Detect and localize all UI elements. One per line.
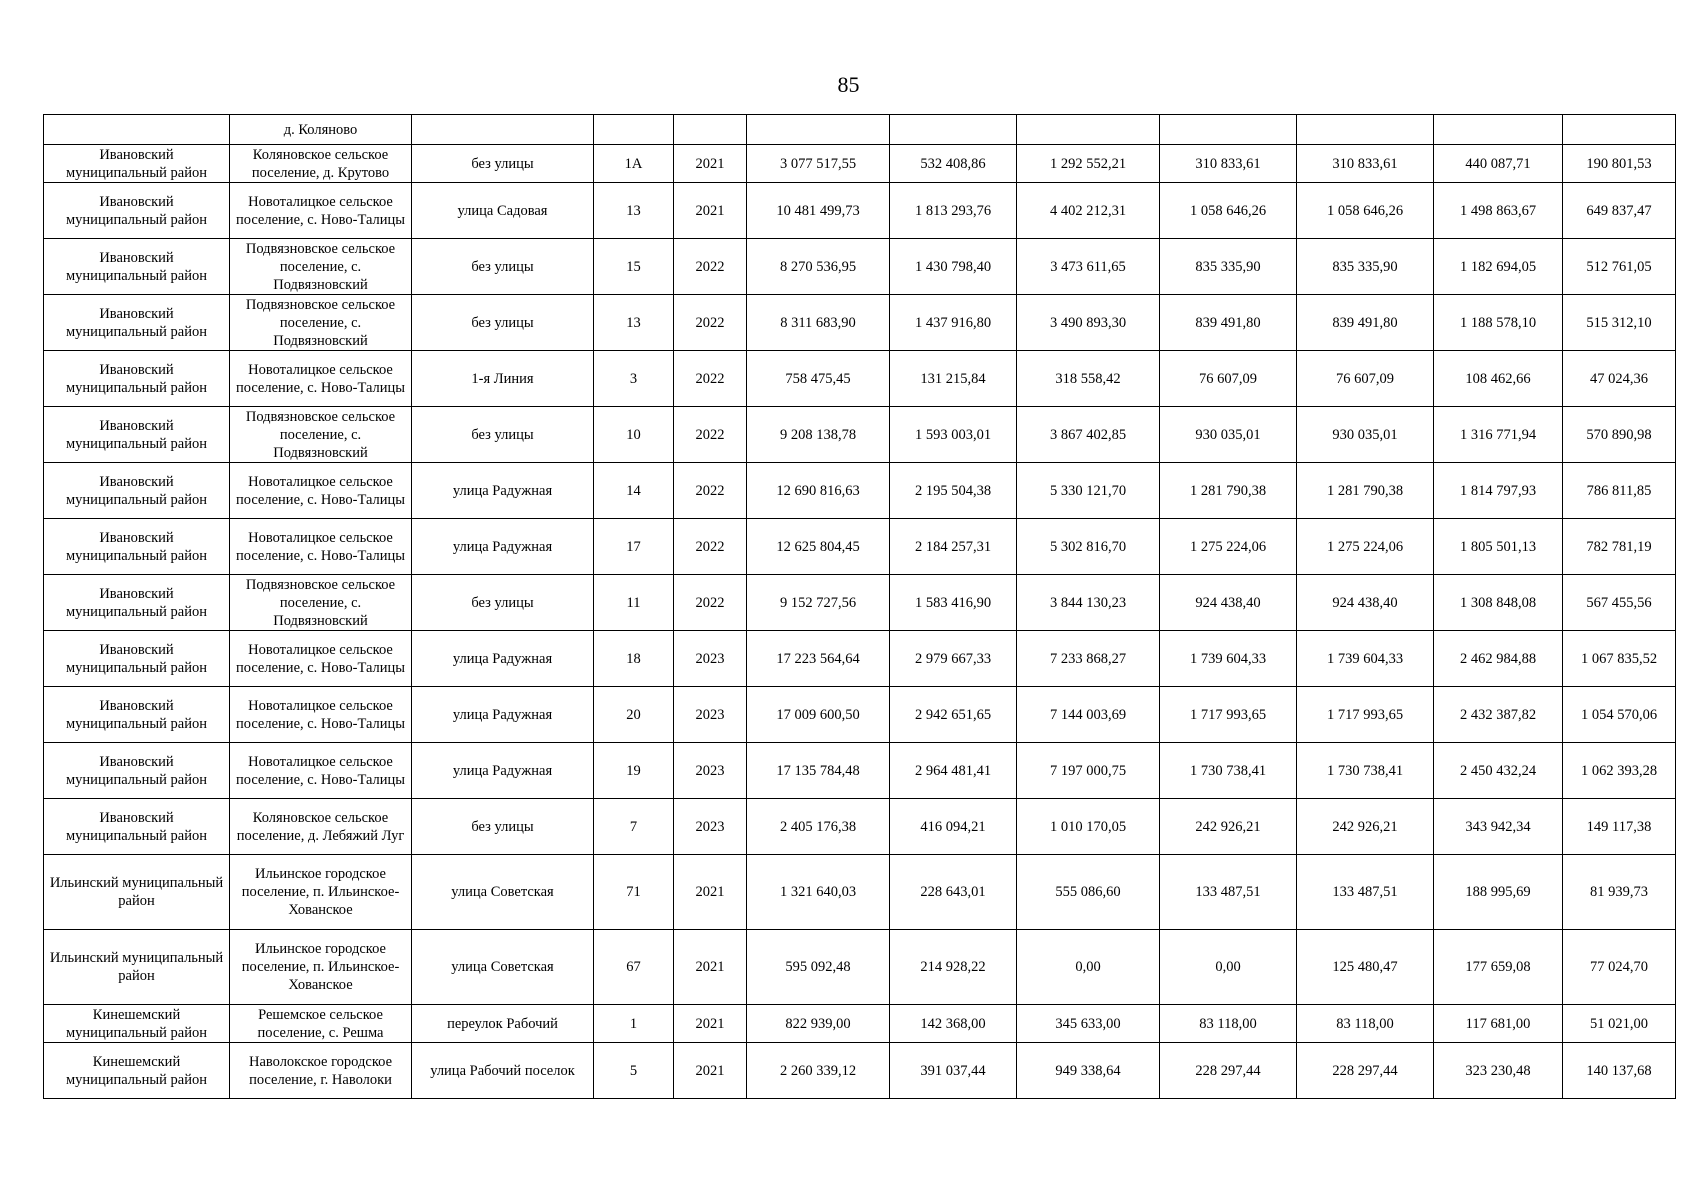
cell-value: 188 995,69: [1434, 855, 1563, 930]
cell-house: 13: [594, 295, 674, 351]
cell-value: 1 430 798,40: [890, 239, 1017, 295]
cell-value: 515 312,10: [1563, 295, 1676, 351]
cell-value: [1160, 115, 1297, 145]
cell-house: 1: [594, 1005, 674, 1043]
cell-year: 2023: [674, 799, 747, 855]
cell-year: 2022: [674, 575, 747, 631]
cell-value: [1017, 115, 1160, 145]
cell-value: 242 926,21: [1160, 799, 1297, 855]
cell-street: 1-я Линия: [412, 351, 594, 407]
cell-year: 2022: [674, 463, 747, 519]
cell-settlement: Подвязновское сельское поселение, с. Подвязновский: [230, 575, 412, 631]
cell-year: 2021: [674, 1005, 747, 1043]
cell-value: 1 275 224,06: [1160, 519, 1297, 575]
cell-value: 1 717 993,65: [1160, 687, 1297, 743]
table-row: [44, 407, 1676, 463]
cell-value: 3 867 402,85: [1017, 407, 1160, 463]
cell-value: 133 487,51: [1160, 855, 1297, 930]
cell-value: 1 308 848,08: [1434, 575, 1563, 631]
cell-value: 76 607,09: [1160, 351, 1297, 407]
cell-year: 2022: [674, 407, 747, 463]
cell-house: 17: [594, 519, 674, 575]
table-row: [44, 930, 1676, 1005]
cell-value: 2 450 432,24: [1434, 743, 1563, 799]
cell-value: 1 730 738,41: [1297, 743, 1434, 799]
cell-value: 839 491,80: [1160, 295, 1297, 351]
cell-house: 71: [594, 855, 674, 930]
cell-value: 1 813 293,76: [890, 183, 1017, 239]
cell-value: 924 438,40: [1160, 575, 1297, 631]
cell-value: 1 292 552,21: [1017, 145, 1160, 183]
cell-value: 2 405 176,38: [747, 799, 890, 855]
cell-value: 1 281 790,38: [1297, 463, 1434, 519]
cell-settlement: Новоталицкое сельское поселение, с. Ново-Талицы: [230, 351, 412, 407]
cell-value: 1 739 604,33: [1297, 631, 1434, 687]
cell-value: 318 558,42: [1017, 351, 1160, 407]
cell-district: Ивановский муниципальный район: [44, 687, 230, 743]
cell-value: 1 321 640,03: [747, 855, 890, 930]
cell-value: 343 942,34: [1434, 799, 1563, 855]
cell-value: 3 077 517,55: [747, 145, 890, 183]
cell-value: 512 761,05: [1563, 239, 1676, 295]
cell-value: 12 625 804,45: [747, 519, 890, 575]
cell-value: 822 939,00: [747, 1005, 890, 1043]
cell-value: 649 837,47: [1563, 183, 1676, 239]
cell-value: 1 275 224,06: [1297, 519, 1434, 575]
cell-year: [674, 115, 747, 145]
cell-street: улица Рабочий поселок: [412, 1043, 594, 1099]
cell-value: 2 432 387,82: [1434, 687, 1563, 743]
cell-street: улица Радужная: [412, 687, 594, 743]
cell-district: Ивановский муниципальный район: [44, 295, 230, 351]
cell-value: 1 062 393,28: [1563, 743, 1676, 799]
cell-value: 1 316 771,94: [1434, 407, 1563, 463]
cell-value: 1 593 003,01: [890, 407, 1017, 463]
cell-value: 949 338,64: [1017, 1043, 1160, 1099]
cell-street: без улицы: [412, 407, 594, 463]
cell-value: 76 607,09: [1297, 351, 1434, 407]
table-row: [44, 115, 1676, 145]
cell-value: 2 942 651,65: [890, 687, 1017, 743]
cell-value: 1 010 170,05: [1017, 799, 1160, 855]
cell-value: 228 297,44: [1297, 1043, 1434, 1099]
cell-value: 416 094,21: [890, 799, 1017, 855]
cell-value: 10 481 499,73: [747, 183, 890, 239]
cell-house: 14: [594, 463, 674, 519]
cell-year: 2021: [674, 1043, 747, 1099]
cell-value: 1 058 646,26: [1297, 183, 1434, 239]
cell-value: 117 681,00: [1434, 1005, 1563, 1043]
cell-value: 3 844 130,23: [1017, 575, 1160, 631]
cell-settlement: Новоталицкое сельское поселение, с. Ново-Талицы: [230, 183, 412, 239]
cell-settlement: Ильинское городское поселение, п. Ильинское-Хованское: [230, 855, 412, 930]
cell-value: 440 087,71: [1434, 145, 1563, 183]
cell-value: 345 633,00: [1017, 1005, 1160, 1043]
table-row: [44, 239, 1676, 295]
cell-value: 930 035,01: [1297, 407, 1434, 463]
housing-program-table: [43, 114, 1676, 1099]
cell-value: 1 437 916,80: [890, 295, 1017, 351]
cell-house: 7: [594, 799, 674, 855]
table-row: [44, 855, 1676, 930]
cell-house: 10: [594, 407, 674, 463]
cell-street: улица Радужная: [412, 631, 594, 687]
cell-value: 228 643,01: [890, 855, 1017, 930]
cell-value: 142 368,00: [890, 1005, 1017, 1043]
cell-settlement: Коляновское сельское поселение, д. Лебяжий Луг: [230, 799, 412, 855]
cell-value: 758 475,45: [747, 351, 890, 407]
cell-settlement: Решемское сельское поселение, с. Решма: [230, 1005, 412, 1043]
cell-value: [1297, 115, 1434, 145]
cell-street: без улицы: [412, 575, 594, 631]
cell-district: Ильинский муниципальный район: [44, 855, 230, 930]
cell-house: [594, 115, 674, 145]
cell-house: 1А: [594, 145, 674, 183]
cell-value: 835 335,90: [1297, 239, 1434, 295]
cell-street: переулок Рабочий: [412, 1005, 594, 1043]
cell-value: 310 833,61: [1297, 145, 1434, 183]
cell-street: улица Радужная: [412, 463, 594, 519]
cell-district: [44, 115, 230, 145]
cell-value: [747, 115, 890, 145]
cell-value: 532 408,86: [890, 145, 1017, 183]
cell-house: 11: [594, 575, 674, 631]
cell-district: Кинешемский муниципальный район: [44, 1005, 230, 1043]
cell-value: 47 024,36: [1563, 351, 1676, 407]
cell-settlement: Ильинское городское поселение, п. Ильинское-Хованское: [230, 930, 412, 1005]
cell-value: 2 462 984,88: [1434, 631, 1563, 687]
cell-value: [890, 115, 1017, 145]
cell-year: 2021: [674, 855, 747, 930]
cell-value: 839 491,80: [1297, 295, 1434, 351]
cell-value: 1 058 646,26: [1160, 183, 1297, 239]
cell-value: [1563, 115, 1676, 145]
cell-value: 323 230,48: [1434, 1043, 1563, 1099]
cell-house: 3: [594, 351, 674, 407]
table-row: [44, 743, 1676, 799]
cell-district: Ивановский муниципальный район: [44, 351, 230, 407]
cell-value: 2 184 257,31: [890, 519, 1017, 575]
table-row: [44, 463, 1676, 519]
cell-street: без улицы: [412, 799, 594, 855]
cell-value: 1 739 604,33: [1160, 631, 1297, 687]
cell-value: 242 926,21: [1297, 799, 1434, 855]
cell-street: улица Советская: [412, 855, 594, 930]
cell-value: 567 455,56: [1563, 575, 1676, 631]
cell-street: улица Советская: [412, 930, 594, 1005]
cell-year: 2022: [674, 351, 747, 407]
table-row: [44, 183, 1676, 239]
cell-street: [412, 115, 594, 145]
table-row: [44, 145, 1676, 183]
cell-year: 2021: [674, 930, 747, 1005]
cell-district: Ивановский муниципальный район: [44, 575, 230, 631]
cell-value: 12 690 816,63: [747, 463, 890, 519]
cell-value: 2 964 481,41: [890, 743, 1017, 799]
cell-settlement: Новоталицкое сельское поселение, с. Ново-Талицы: [230, 519, 412, 575]
cell-value: 7 233 868,27: [1017, 631, 1160, 687]
cell-value: 77 024,70: [1563, 930, 1676, 1005]
cell-year: 2021: [674, 145, 747, 183]
cell-value: 0,00: [1160, 930, 1297, 1005]
table-row: [44, 1005, 1676, 1043]
cell-value: 17 223 564,64: [747, 631, 890, 687]
cell-district: Кинешемский муниципальный район: [44, 1043, 230, 1099]
cell-value: 83 118,00: [1160, 1005, 1297, 1043]
cell-district: Ильинский муниципальный район: [44, 930, 230, 1005]
cell-value: 7 197 000,75: [1017, 743, 1160, 799]
cell-value: 1 730 738,41: [1160, 743, 1297, 799]
cell-street: улица Садовая: [412, 183, 594, 239]
cell-value: 81 939,73: [1563, 855, 1676, 930]
cell-value: 125 480,47: [1297, 930, 1434, 1005]
table-row: [44, 575, 1676, 631]
cell-value: 1 814 797,93: [1434, 463, 1563, 519]
cell-value: 2 979 667,33: [890, 631, 1017, 687]
cell-value: 310 833,61: [1160, 145, 1297, 183]
cell-house: 67: [594, 930, 674, 1005]
cell-street: без улицы: [412, 239, 594, 295]
cell-value: 2 260 339,12: [747, 1043, 890, 1099]
cell-settlement: Наволокское городское поселение, г. Наволоки: [230, 1043, 412, 1099]
cell-house: 18: [594, 631, 674, 687]
cell-value: 555 086,60: [1017, 855, 1160, 930]
cell-value: 8 270 536,95: [747, 239, 890, 295]
cell-value: 131 215,84: [890, 351, 1017, 407]
cell-district: Ивановский муниципальный район: [44, 183, 230, 239]
table-row: [44, 351, 1676, 407]
cell-value: 7 144 003,69: [1017, 687, 1160, 743]
cell-value: 149 117,38: [1563, 799, 1676, 855]
table-body: [44, 115, 1676, 1099]
cell-settlement: Новоталицкое сельское поселение, с. Ново-Талицы: [230, 687, 412, 743]
cell-street: улица Радужная: [412, 743, 594, 799]
cell-district: Ивановский муниципальный район: [44, 743, 230, 799]
cell-value: 108 462,66: [1434, 351, 1563, 407]
cell-settlement: Подвязновское сельское поселение, с. Подвязновский: [230, 407, 412, 463]
cell-value: 1 805 501,13: [1434, 519, 1563, 575]
cell-settlement: Коляновское сельское поселение, д. Крутово: [230, 145, 412, 183]
cell-house: 5: [594, 1043, 674, 1099]
cell-value: 5 330 121,70: [1017, 463, 1160, 519]
cell-district: Ивановский муниципальный район: [44, 407, 230, 463]
cell-value: 9 208 138,78: [747, 407, 890, 463]
cell-value: 930 035,01: [1160, 407, 1297, 463]
cell-value: 228 297,44: [1160, 1043, 1297, 1099]
cell-value: 2 195 504,38: [890, 463, 1017, 519]
cell-year: 2023: [674, 687, 747, 743]
cell-year: 2022: [674, 519, 747, 575]
cell-street: улица Радужная: [412, 519, 594, 575]
table-row: [44, 687, 1676, 743]
cell-value: 17 135 784,48: [747, 743, 890, 799]
cell-value: 835 335,90: [1160, 239, 1297, 295]
cell-settlement: Новоталицкое сельское поселение, с. Ново-Талицы: [230, 631, 412, 687]
cell-value: 133 487,51: [1297, 855, 1434, 930]
table-row: [44, 631, 1676, 687]
cell-value: 4 402 212,31: [1017, 183, 1160, 239]
cell-settlement: Новоталицкое сельское поселение, с. Ново-Талицы: [230, 463, 412, 519]
cell-value: 782 781,19: [1563, 519, 1676, 575]
cell-value: 1 054 570,06: [1563, 687, 1676, 743]
cell-district: Ивановский муниципальный район: [44, 239, 230, 295]
cell-settlement: Новоталицкое сельское поселение, с. Ново-Талицы: [230, 743, 412, 799]
cell-value: 0,00: [1017, 930, 1160, 1005]
cell-value: 1 182 694,05: [1434, 239, 1563, 295]
cell-year: 2021: [674, 183, 747, 239]
table-row: [44, 519, 1676, 575]
cell-value: 1 498 863,67: [1434, 183, 1563, 239]
cell-house: 15: [594, 239, 674, 295]
cell-house: 13: [594, 183, 674, 239]
cell-value: 1 188 578,10: [1434, 295, 1563, 351]
cell-value: 9 152 727,56: [747, 575, 890, 631]
cell-district: Ивановский муниципальный район: [44, 799, 230, 855]
cell-district: Ивановский муниципальный район: [44, 519, 230, 575]
cell-district: Ивановский муниципальный район: [44, 145, 230, 183]
cell-value: 570 890,98: [1563, 407, 1676, 463]
cell-value: 924 438,40: [1297, 575, 1434, 631]
cell-district: Ивановский муниципальный район: [44, 463, 230, 519]
cell-value: 5 302 816,70: [1017, 519, 1160, 575]
cell-house: 19: [594, 743, 674, 799]
cell-settlement: д. Коляново: [230, 115, 412, 145]
cell-value: 8 311 683,90: [747, 295, 890, 351]
cell-value: 51 021,00: [1563, 1005, 1676, 1043]
cell-year: 2023: [674, 631, 747, 687]
table-row: [44, 1043, 1676, 1099]
cell-street: без улицы: [412, 295, 594, 351]
cell-year: 2023: [674, 743, 747, 799]
cell-year: 2022: [674, 295, 747, 351]
cell-value: 17 009 600,50: [747, 687, 890, 743]
cell-value: 214 928,22: [890, 930, 1017, 1005]
cell-value: 190 801,53: [1563, 145, 1676, 183]
cell-value: 786 811,85: [1563, 463, 1676, 519]
page-number: 85: [837, 72, 860, 97]
cell-street: без улицы: [412, 145, 594, 183]
cell-settlement: Подвязновское сельское поселение, с. Подвязновский: [230, 295, 412, 351]
cell-settlement: Подвязновское сельское поселение, с. Подвязновский: [230, 239, 412, 295]
cell-value: 3 490 893,30: [1017, 295, 1160, 351]
cell-value: [1434, 115, 1563, 145]
cell-value: 595 092,48: [747, 930, 890, 1005]
table-row: [44, 295, 1676, 351]
cell-district: Ивановский муниципальный район: [44, 631, 230, 687]
cell-house: 20: [594, 687, 674, 743]
table-row: [44, 799, 1676, 855]
cell-value: 1 067 835,52: [1563, 631, 1676, 687]
cell-value: 391 037,44: [890, 1043, 1017, 1099]
cell-value: 1 717 993,65: [1297, 687, 1434, 743]
cell-year: 2022: [674, 239, 747, 295]
cell-value: 140 137,68: [1563, 1043, 1676, 1099]
cell-value: 1 281 790,38: [1160, 463, 1297, 519]
cell-value: 177 659,08: [1434, 930, 1563, 1005]
cell-value: 3 473 611,65: [1017, 239, 1160, 295]
cell-value: 83 118,00: [1297, 1005, 1434, 1043]
cell-value: 1 583 416,90: [890, 575, 1017, 631]
